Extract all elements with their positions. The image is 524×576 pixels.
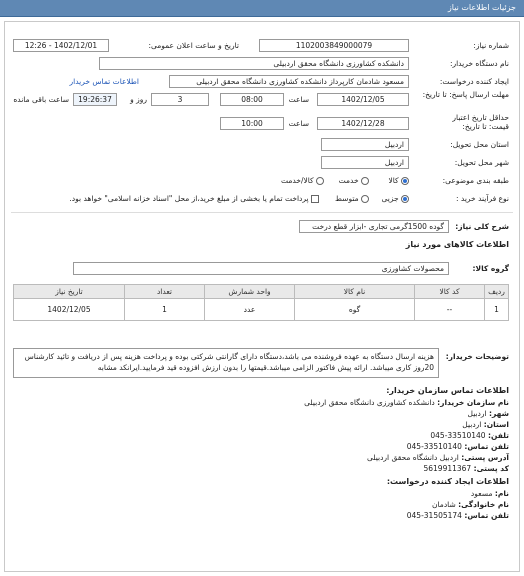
- validity-label: حداقل تاریخ اعتبار: [452, 113, 509, 122]
- checkbox-icon[interactable]: [311, 195, 319, 203]
- announce-label: تاریخ و ساعت اعلان عمومی:: [148, 41, 239, 50]
- radio-icon[interactable]: [316, 177, 324, 185]
- need-number-label: شماره نیاز:: [473, 41, 509, 50]
- category-service-option[interactable]: خدمت: [339, 176, 369, 185]
- contact-phone: تلفن: 045-33510140: [430, 431, 509, 440]
- category-goods-service-option[interactable]: کالا/خدمت: [281, 176, 324, 185]
- radio-icon[interactable]: [361, 195, 369, 203]
- announce-field: 1402/12/01 - 12:26: [13, 39, 109, 52]
- category-label: طبقه بندی موضوعی:: [442, 176, 509, 185]
- validity-date-field: 1402/12/28: [317, 117, 409, 130]
- cell-row-number: 1: [485, 299, 509, 321]
- need-number-field: 1102003849000079: [259, 39, 409, 52]
- remaining-time-field: 19:26:37: [73, 93, 117, 106]
- category-goods-option[interactable]: کالا: [388, 176, 409, 185]
- validity-label-2: قیمت: تا تاریخ:: [462, 122, 509, 131]
- creator-name: نام: مسعود: [470, 489, 509, 498]
- contact-fax: تلفن تماس: 045-33510140: [406, 442, 509, 451]
- contact-postal: کد پستی: 5619911367: [423, 464, 509, 473]
- category-row: [13, 174, 509, 188]
- page-title: جزئیات اطلاعات نیاز: [447, 3, 516, 12]
- buyer-contact-link[interactable]: اطلاعات تماس خریدار: [69, 77, 139, 86]
- cell-goods-code: --: [415, 299, 485, 321]
- deadline-time-label: ساعت: [288, 95, 309, 104]
- table-row: [14, 299, 509, 321]
- summary-row: [13, 220, 509, 234]
- creator-field: مسعود شادمان کارپرداز دانشکده کشاورزی دانشگاه محقق اردبیلی: [169, 75, 409, 88]
- purchase-label: نوع فرآیند خرید :: [455, 194, 509, 203]
- remaining-label: ساعت باقی مانده: [13, 95, 69, 104]
- need-number-row: [13, 39, 509, 53]
- col-row-number: ردیف: [485, 285, 509, 299]
- radio-icon[interactable]: [361, 177, 369, 185]
- province-label: استان محل تحویل:: [450, 140, 509, 149]
- need-details-panel: [4, 21, 520, 572]
- validity-time-label: ساعت: [288, 119, 309, 128]
- days-label: روز و: [130, 95, 147, 104]
- buyer-field: دانشکده کشاورزی دانشگاه محقق اردبیلی: [99, 57, 409, 70]
- goods-table: [13, 284, 509, 321]
- col-goods-name: نام کالا: [295, 285, 415, 299]
- buyer-row: [13, 57, 509, 71]
- creator-section-title: اطلاعات ایجاد کننده درخواست:: [386, 477, 509, 486]
- purchase-medium-option[interactable]: متوسط: [335, 194, 369, 203]
- creator-phone: تلفن تماس: 045-31505174: [406, 511, 509, 520]
- cell-goods-name: گوه: [295, 299, 415, 321]
- city-row: [13, 156, 509, 170]
- col-quantity: تعداد: [125, 285, 205, 299]
- notes-field: هزینه ارسال دستگاه به عهده فروشنده می باشد،دستگاه دارای گارانتی شرکتی بوده و پرداخت هزینه پس از دریافت و تائید کارشناس 20روز کاری میباشد. ارائه پیش فاکتور الزامی میباشد.قیمتها را بدون ارزش افزوده قید فرمایید.ایرانکد مشابه: [13, 348, 439, 378]
- notes-label: توضیحات خریدار:: [445, 352, 509, 361]
- contact-city: شهر: اردبیل: [467, 409, 509, 418]
- goods-group-label: گروه کالا:: [472, 264, 509, 273]
- creator-label: ایجاد کننده درخواست:: [439, 77, 509, 86]
- contact-org: نام سازمان خریدار: دانشکده کشاورزی دانشگاه محقق اردبیلی: [304, 398, 509, 407]
- goods-table-header: [14, 285, 509, 299]
- goods-group-row: [13, 262, 509, 276]
- radio-icon[interactable]: [401, 195, 409, 203]
- days-field: 3: [151, 93, 209, 106]
- summary-label: شرح کلی نیاز:: [455, 222, 509, 231]
- contact-section-title: اطلاعات تماس سازمان خریدار:: [386, 386, 509, 395]
- summary-field: گوده 1500گرمی تجاری -ابزار قطع درخت: [299, 220, 449, 233]
- province-row: [13, 138, 509, 152]
- deadline-time-field: 08:00: [220, 93, 284, 106]
- validity-time-field: 10:00: [220, 117, 284, 130]
- cell-unit: عدد: [205, 299, 295, 321]
- purchase-row: [13, 192, 509, 206]
- buyer-label: نام دستگاه خریدار:: [449, 59, 509, 68]
- city-field: اردبیل: [321, 156, 409, 169]
- creator-row: [13, 75, 509, 89]
- goods-group-field: محصولات کشاورزی: [73, 262, 449, 275]
- page-header: [0, 0, 524, 17]
- purchase-partial-option[interactable]: جزیی: [381, 194, 409, 203]
- radio-icon[interactable]: [401, 177, 409, 185]
- validity-row: [13, 115, 509, 135]
- deadline-label: مهلت ارسال پاسخ: تا تاریخ:: [422, 90, 509, 99]
- contact-address: آدرس پستی: اردبیل دانشگاه محقق اردبیلی: [366, 453, 509, 462]
- treasury-checkbox[interactable]: پرداخت تمام یا بخشی از مبلغ خرید،از محل "اسناد خزانه اسلامی" خواهد بود.: [69, 194, 319, 203]
- col-unit: واحد شمارش: [205, 285, 295, 299]
- deadline-row: [13, 90, 509, 107]
- cell-need-date: 1402/12/05: [14, 299, 125, 321]
- goods-section-title: اطلاعات کالاهای مورد نیاز: [405, 240, 509, 249]
- cell-quantity: 1: [125, 299, 205, 321]
- divider: [11, 212, 513, 213]
- col-need-date: تاریخ نیاز: [14, 285, 125, 299]
- deadline-date-field: 1402/12/05: [317, 93, 409, 106]
- contact-province: استان: اردبیل: [462, 420, 509, 429]
- city-label: شهر محل تحویل:: [454, 158, 509, 167]
- col-goods-code: کد کالا: [415, 285, 485, 299]
- province-field: اردبیل: [321, 138, 409, 151]
- creator-family: نام خانوادگی: شادمان: [432, 500, 509, 509]
